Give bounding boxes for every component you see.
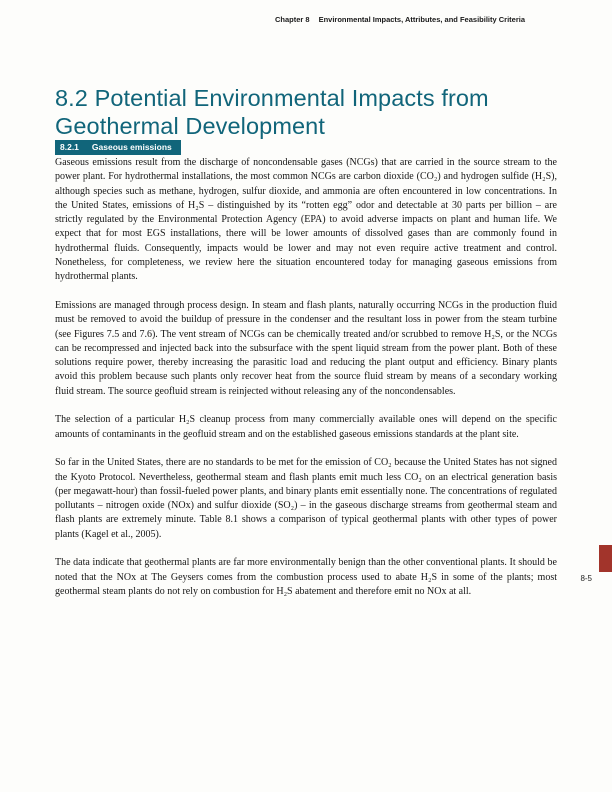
section-title-line-2: Geothermal Development <box>55 113 325 139</box>
chapter-edge-tab <box>599 545 612 572</box>
subsection-badge <box>55 140 181 155</box>
chapter-label: Chapter 8 <box>274 15 310 24</box>
subsection-title: Gaseous emissions <box>91 142 172 152</box>
subsection-number: 8.2.1 <box>60 142 79 152</box>
paragraph-5: The data indicate that geothermal plants are far more environmentally benign than the other conventional plants. It should be noted that the NOx at The Geysers comes from the combustion process used to abate H₂S in some of the plants; most geothermal steam plants do not rely on combustion for H₂S abatement and therefore emit no NOx at all. <box>55 557 557 597</box>
paragraph-1: Gaseous emissions result from the discharge of noncondensable gases (NCGs) that are carried in the source stream to the power plant. For hydrothermal installations, the most common NCGs are carbon dioxide (CO₂) and hydrogen sulfide (H₂S), although species such as methane, hydrogen, sulfur dioxide, and ammonia are often encountered in low concentrations. In the United States, emissions of H₂S – distinguished by its “rotten egg” odor and detectable at 30 parts per billion – are strictly regulated by the Environmental Protection Agency (EPA) to avoid adverse impacts on plant and human life. We expect that for most EGS installations, there will be lower amounts of dissolved gases than are commonly found in hydrothermal fluids. Consequently, impacts would be lower and may not even require active treatment and control. Nonetheless, for completeness, we review here the situation encountered today for managing gaseous emissions from hydrothermal plants. <box>55 157 557 283</box>
paragraph-2: Emissions are managed through process design. In steam and flash plants, naturally occurring NCGs in the production fluid must be removed to avoid the buildup of pressure in the condenser and the resultant loss in power from the steam turbine (see Figures 7.5 and 7.6). The vent stream of NCGs can be chemically treated and/or scrubbed to remove H₂S, or the NCGs can be recompressed and injected back into the subsurface with the spent liquid stream from the power plant. Both of these solutions require power, thereby increasing the parasitic load and reducing the plant output and efficiency. Binary plants avoid this problem because such plants only recover heat from the source fluid stream by means of a secondary working fluid stream. The source geofluid stream is reinjected without releasing any of the noncondensables. <box>55 299 557 397</box>
section-title <box>55 84 489 140</box>
paragraph-4: So far in the United States, there are no standards to be met for the emission of CO₂ because the United States has not signed the Kyoto Protocol. Nevertheless, geothermal steam and flash plants emit much less CO₂ on an electrical generation basis (per megawatt-hour) than fossil-fueled power plants, and binary plants emit essentially none. The concentrations of regulated pollutants – nitrogen oxide (NOx) and sulfur dioxide (SO₂) – in the gaseous discharge streams from geothermal steam and flash plants are extremely minute. Table 8.1 shows a comparison of typical geothermal plants with other types of power plants (Kagel et al., 2005). <box>55 457 557 540</box>
page-number: 8-5 <box>580 574 592 583</box>
chapter-header-title: Environmental Impacts, Attributes, and Feasibility Criteria <box>318 15 525 24</box>
running-header <box>0 15 525 24</box>
paragraph-3: The selection of a particular H₂S cleanup process from many commercially available ones will depend on the specific amounts of contaminants in the geofluid stream and on the established gaseous emissions standards at the plant site. <box>55 414 557 440</box>
section-title-line-1: 8.2 Potential Environmental Impacts from <box>55 85 489 111</box>
body-text <box>55 156 557 599</box>
